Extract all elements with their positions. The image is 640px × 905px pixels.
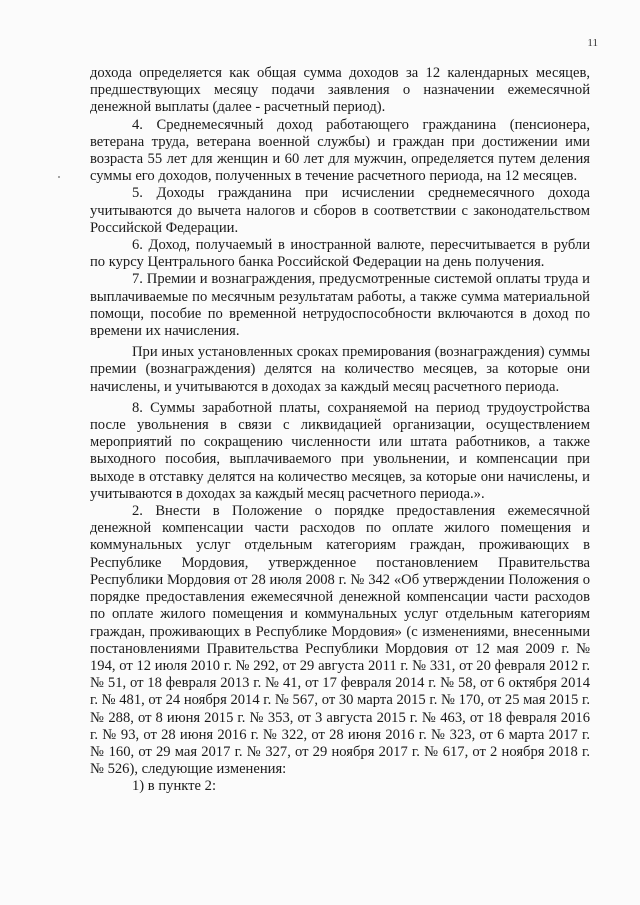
paragraph-amendment-2: 2. Внести в Положение о порядке предоставления ежемесячной денежной компенсации части расходов по оплате жилого помещения и коммунальных услуг отдельным категориям граждан, проживающих в Республике Мордовия, утвержденное постановлением Правительства Республики Мордовия от 28 июля 2008 г. № 342 «Об утверждении Положения о порядке предоставления ежемесячной денежной компенсации части расходов по оплате жилого помещения и коммунальных услуг отдельным категориям граждан, проживающих в Республике Мордовия» (с изменениями, внесенными постановлениями Правительства Республики Мордовия от 12 мая 2009 г. № 194, от 12 июля 2010 г. № 292, от 29 августа 2011 г. № 331, от 20 февраля 2012 г. № 51, от 18 февраля 2013 г. № 41, от 17 февраля 2014 г. № 58, от 6 октября 2014 г. № 481, от 24 ноября 2014 г. № 567, от 30 марта 2015 г. № 170, от 25 мая 2015 г. № 288, от 8 июня 2015 г. № 353, от 3 августа 2015 г. № 463, от 18 февраля 2016 г. № 93, от 28 июня 2016 г. № 322, от 28 июня 2016 г. № 323, от 6 марта 2017 г. № 160, от 29 мая 2017 г. № 327, от 29 ноября 2017 г. № 617, от 2 ноября 2018 г. № 526), следующие изменения: [90,503,590,778]
paragraph-item-8: 8. Суммы заработной платы, сохраняемой на период трудоустройства после увольнения в связи с ликвидацией организации, осуществлением мероприятий по сокращению численности или штата работников, а также выходного пособия, выплачиваемого при увольнении, и компенсации при выходе в отставку делятся на количество месяцев, за которые они начислены, и учитываются в доходах за каждый месяц расчетного периода.». [90,399,590,502]
paragraph-item-4: 4. Среднемесячный доход работающего гражданина (пенсионера, ветерана труда, ветерана военной службы) и граждан при достижении ими возраста 55 лет для женщин и 60 лет для мужчин, определяется путем деления суммы его доходов, полученных в течение расчетного периода, на 12 месяцев. [90,116,590,185]
paragraph-continuation: дохода определяется как общая сумма доходов за 12 календарных месяцев, предшествующих месяцу подачи заявления о назначении ежемесячной денежной выплаты (далее - расчетный период). [90,65,590,116]
paragraph-item-6: 6. Доход, получаемый в иностранной валюте, пересчитывается в рубли по курсу Центрального банка Российской Федерации на день получения. [90,237,590,271]
margin-mark [58,176,60,178]
paragraph-premiums: При иных установленных сроках премирования (вознаграждения) суммы премии (вознаграждения) делятся на количество месяцев, за которые они начислены, и учитываются в доходах за каждый месяц расчетного периода. [90,344,590,395]
page-number: 11 [587,37,598,49]
document-body [90,65,590,796]
paragraph-item-5: 5. Доходы гражданина при исчислении среднемесячного дохода учитываются до вычета налогов и сборов в соответствии с законодательством Российской Федерации. [90,185,590,236]
paragraph-subitem-1: 1) в пункте 2: [132,778,217,795]
paragraph-item-7: 7. Премии и вознаграждения, предусмотренные системой оплаты труда и выплачиваемые по месячным результатам работы, а также сумма материальной помощи, пособие по временной нетрудоспособности включаются в доход по времени их начисления. [90,271,590,340]
